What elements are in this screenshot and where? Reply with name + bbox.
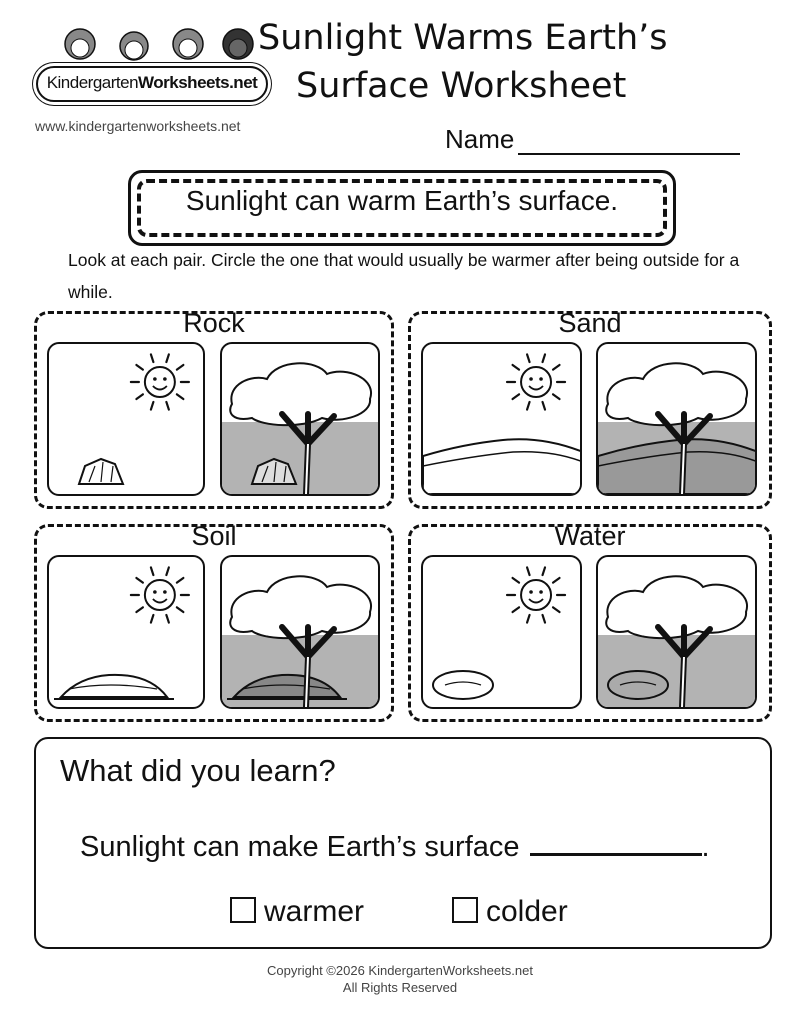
children-logo-icon [48, 22, 258, 68]
pair-label: Sand [558, 308, 622, 338]
sunny-scene [423, 344, 580, 494]
shade-card[interactable] [596, 555, 757, 709]
pair-panel-sand [408, 308, 772, 509]
learn-box [34, 737, 772, 949]
sun-icon [507, 354, 565, 409]
title-line-1: Sunlight Warms Earth’s [258, 18, 668, 58]
sunny-card[interactable] [47, 342, 205, 496]
logo-badge [36, 66, 268, 102]
site-url: www.kindergartenworksheets.net [35, 118, 241, 134]
sunny-card[interactable] [47, 555, 205, 709]
sand-icon [423, 439, 580, 494]
sun-icon [507, 567, 565, 622]
water-puddle-icon [608, 671, 668, 699]
sun-icon [131, 354, 189, 409]
copyright: Copyright ©2026 KindergartenWorksheets.net [267, 963, 533, 978]
rights: All Rights Reserved [342, 980, 458, 995]
pair-panel-soil [34, 521, 394, 722]
pair-label: Rock [183, 308, 245, 338]
logo-text-regular: Kindergarten [46, 73, 139, 92]
water-puddle-icon [433, 671, 493, 699]
shade-scene [222, 344, 378, 494]
shade-card[interactable] [220, 342, 380, 496]
sunny-scene [423, 557, 580, 707]
shade-scene [222, 557, 378, 707]
banner-text: Sunlight can warm Earth’s surface. [185, 185, 619, 216]
footer [0, 962, 800, 996]
sunny-scene [49, 557, 203, 707]
title-line-2: Surface Worksheet [296, 66, 627, 106]
pair-label: Soil [191, 521, 237, 551]
logo-text-bold: Worksheets.net [138, 73, 258, 92]
learn-title: What did you learn? [60, 753, 336, 788]
pair-panel-rock [34, 308, 394, 509]
pair-label: Water [554, 521, 626, 551]
sunny-card[interactable] [421, 342, 582, 496]
rock-icon [79, 459, 123, 484]
answer-blank[interactable] [530, 827, 702, 856]
option-label: warmer [264, 895, 365, 928]
option-colder[interactable] [452, 895, 568, 929]
site-logo [30, 22, 270, 112]
sentence-end: . [701, 831, 710, 863]
checkbox-icon[interactable] [230, 897, 256, 923]
sun-icon [131, 567, 189, 622]
sunny-scene [49, 344, 203, 494]
name-blank[interactable] [518, 127, 740, 155]
shade-scene [598, 557, 755, 707]
fact-banner [128, 170, 676, 246]
checkbox-icon[interactable] [452, 897, 478, 923]
instructions: Look at each pair. Circle the one that would usually be warmer after being outside for a while. [68, 250, 740, 302]
pair-panel-water [408, 521, 772, 722]
option-label: colder [486, 895, 568, 928]
shade-card[interactable] [220, 555, 380, 709]
page-title [258, 14, 668, 110]
option-warmer[interactable] [230, 895, 364, 929]
sunny-card[interactable] [421, 555, 582, 709]
learn-sentence [80, 827, 710, 864]
sentence-text: Sunlight can make Earth’s surface [80, 831, 520, 863]
shade-scene [598, 344, 755, 494]
shade-card[interactable] [596, 342, 757, 496]
name-field[interactable] [445, 124, 740, 155]
soil-icon [54, 675, 174, 699]
name-label: Name [445, 124, 515, 154]
